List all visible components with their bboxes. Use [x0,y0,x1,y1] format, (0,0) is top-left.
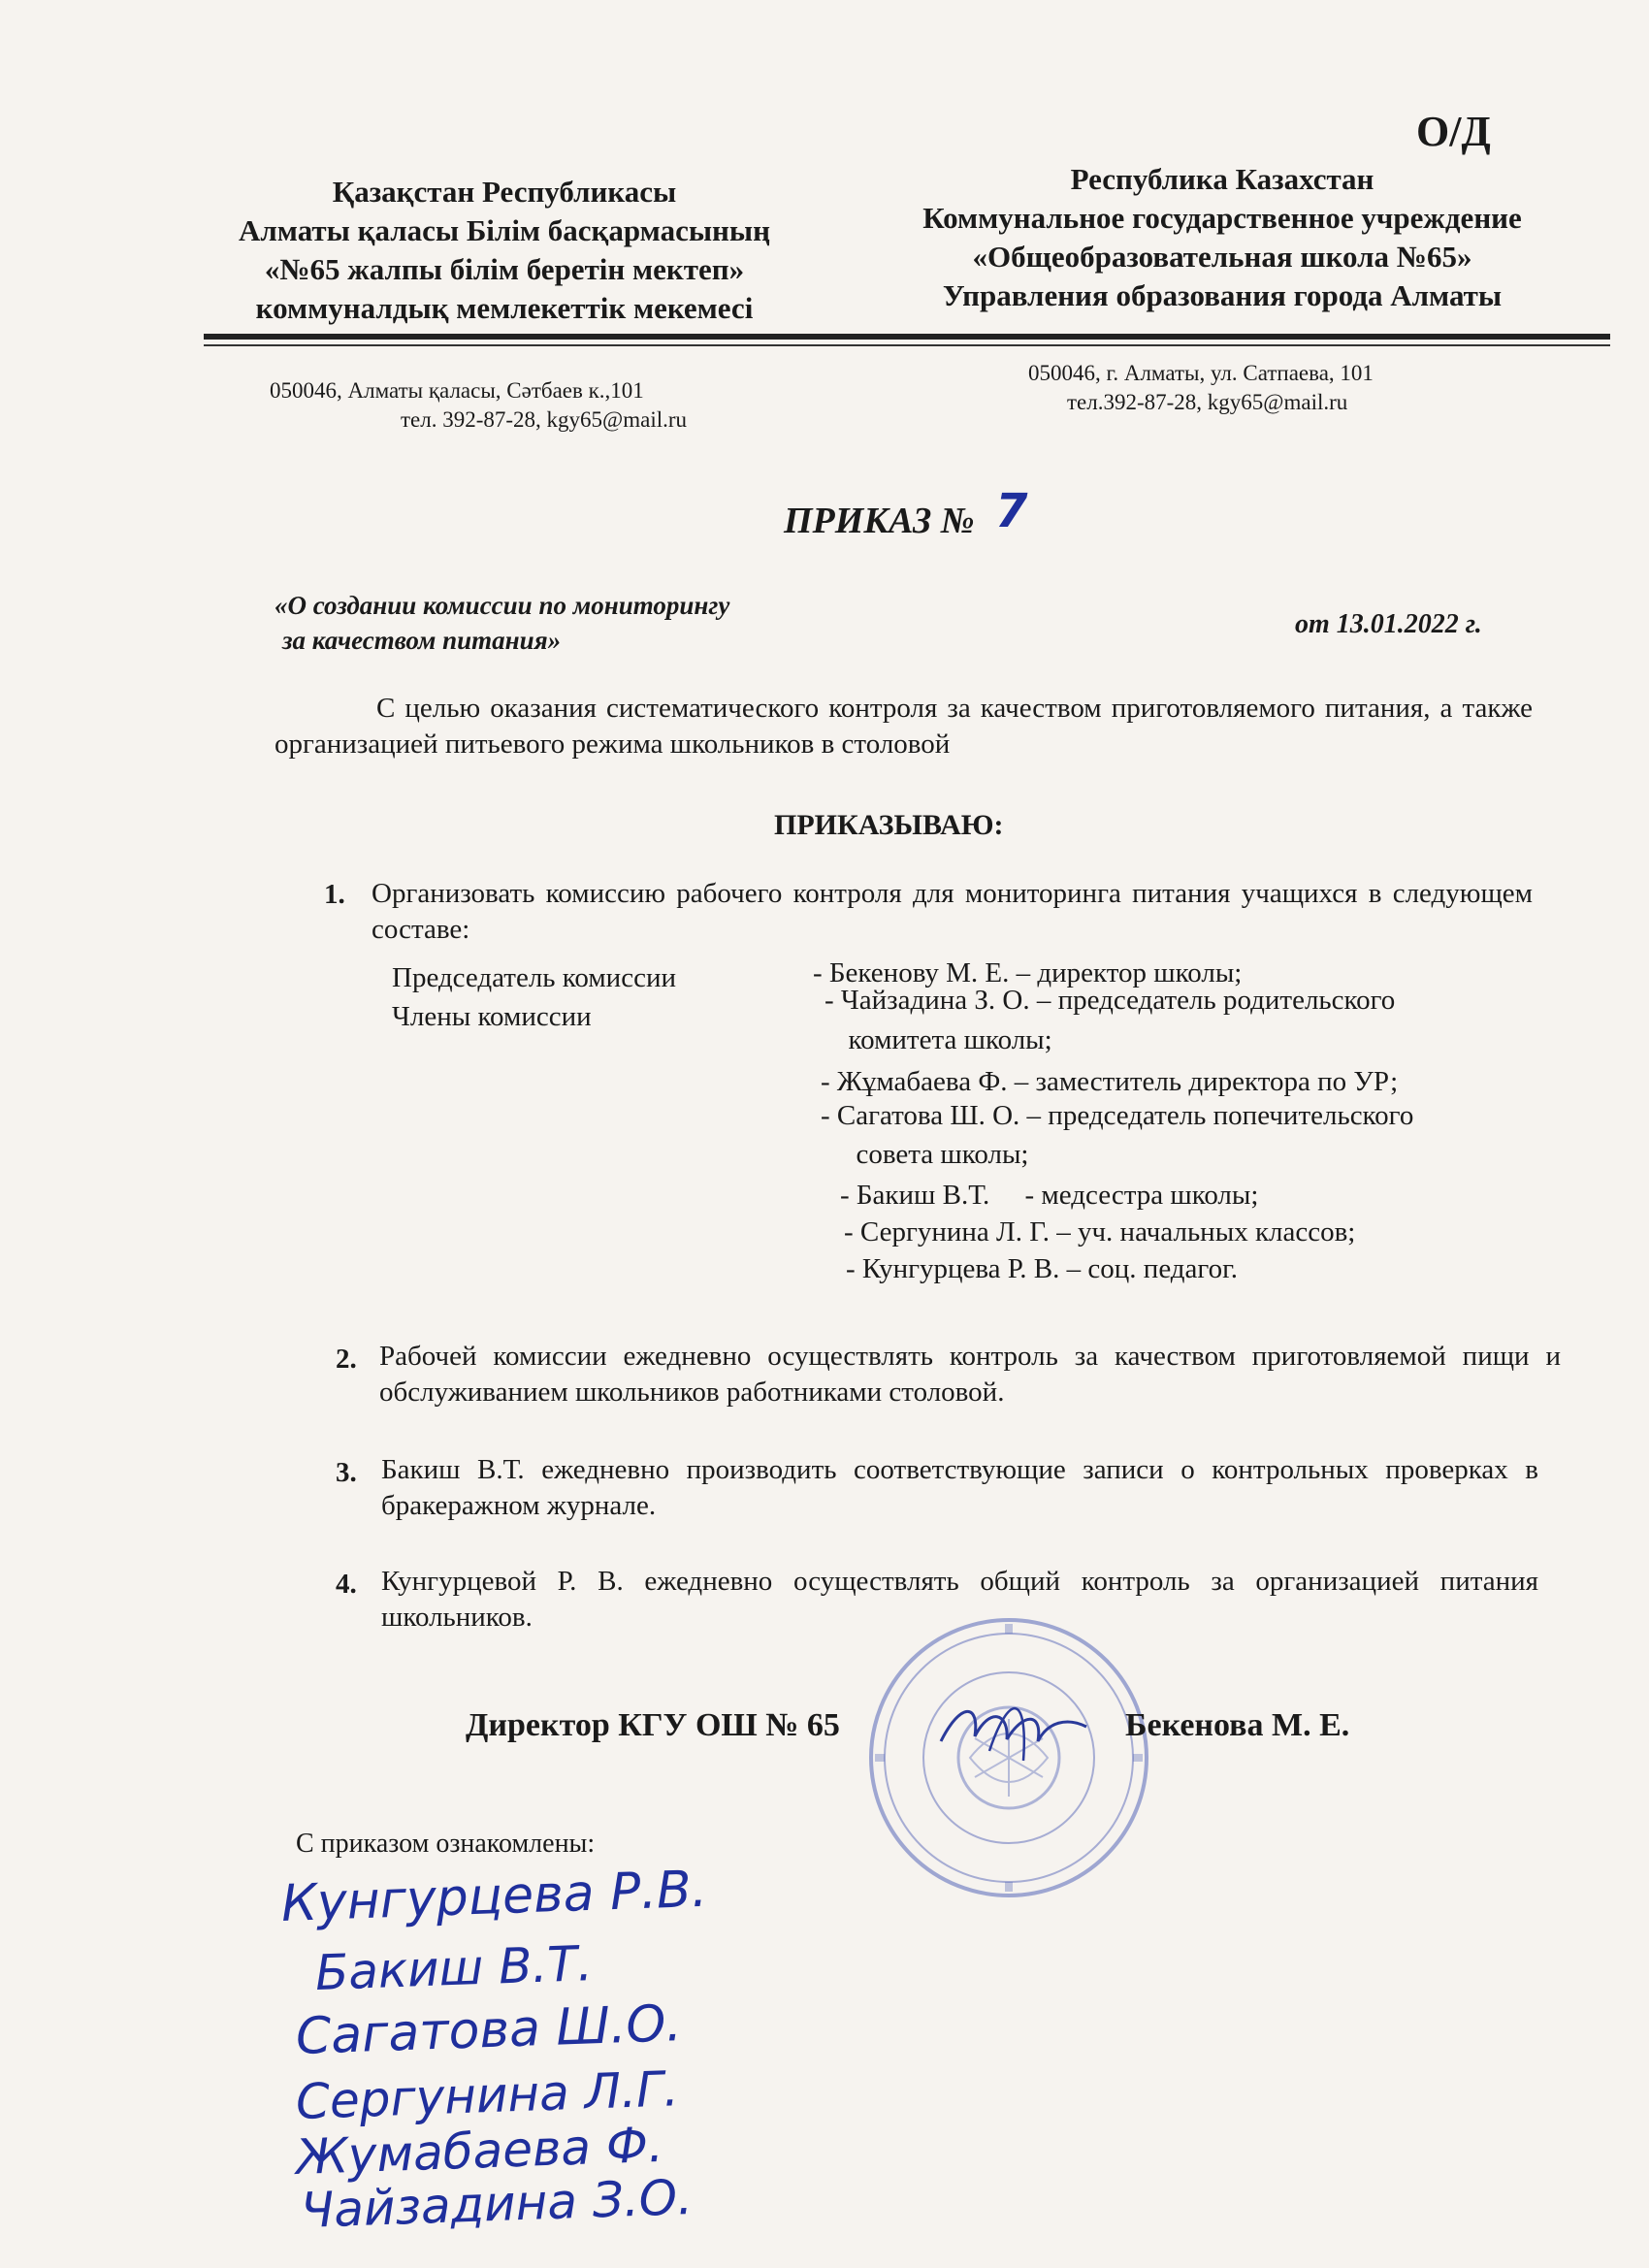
commission-member-line: комитета школы; [834,1024,1052,1055]
handwritten-signature: Бакиш В.Т. [313,1935,594,2001]
order-date: от 13.01.2022 г. [1295,609,1482,639]
order-title-text: ПРИКАЗ № [784,501,975,541]
header-kz-line: коммуналдық мемлекеттік мекемесі [255,291,754,325]
address-ru-line: тел.392-87-28, kgy65@mail.ru [1067,390,1348,414]
order-intro: С целью оказания систематического контроля за качеством приготовляемого питания, а также организацией питьевого режима школьников в столовой [275,693,1533,760]
order-subject-line: «О создании комиссии по мониторингу [275,591,730,620]
commission-members-label: Члены комиссии [392,1001,592,1032]
address-ru [1028,359,1455,417]
handwritten-signature: Кунгурцева Р.В. [279,1860,709,1933]
commission-chair-label: Председатель комиссии [392,962,676,993]
order-subject [275,588,729,658]
item-number: 4. [336,1569,357,1600]
signature-name: Бекенова М. Е. [1125,1707,1350,1743]
signature-position: Директор КГУ ОШ № 65 [466,1707,840,1743]
order-subject-line: за качеством питания» [282,626,562,655]
handwritten-signature: Чайзадина З.О. [299,2168,694,2239]
handwritten-signature: Сергунина Л.Г. [294,2060,680,2130]
item-text: Рабочей комиссии ежедневно осуществлять контроль за качеством приготовляемой пищи и обслуживанием школьников работниками столовой. [379,1341,1561,1408]
header-divider-thin [204,344,1610,346]
handwritten-signature: Жумабаева Ф. [294,2116,664,2186]
header-kz [213,173,795,328]
header-kz-line: «№65 жалпы білім беретін мектеп» [264,252,745,286]
header-ru-line: «Общеобразовательная школа №65» [972,240,1472,274]
item-text: Организовать комиссию рабочего контроля для мониторинга питания учащихся в следующем составе: [372,878,1533,945]
address-kz-line: тел. 392-87-28, kgy65@mail.ru [401,407,688,432]
doc-code: О/Д [1416,108,1491,155]
order-title [784,484,1028,544]
address-kz-line: 050046, Алматы қаласы, Сәтбаев к.,101 [270,378,644,403]
order-number-handwritten: 7 [995,484,1028,538]
handwritten-signature: Сагатова Ш.О. [294,1994,683,2066]
commission-member-line: - Бакиш В.Т. - медсестра школы; [840,1180,1259,1211]
acquainted-label: С приказом ознакомлены: [296,1829,596,1859]
address-ru-line: 050046, г. Алматы, ул. Сатпаева, 101 [1028,361,1374,385]
commission-member-line: - Сагатова Ш. О. – председатель попечительского [821,1100,1414,1131]
header-ru [883,160,1562,315]
address-kz [270,376,774,435]
commission-member-line: - Кунгурцева Р. В. – соц. педагог. [846,1253,1238,1284]
item-number: 3. [336,1457,357,1488]
order-command: ПРИКАЗЫВАЮ: [774,809,1004,841]
item-text: Бакиш В.Т. ежедневно производить соответствующие записи о контрольных проверках в бракеражном журнале. [381,1454,1538,1521]
director-signature [931,1683,1096,1770]
header-ru-line: Коммунальное государственное учреждение [922,201,1522,235]
header-kz-line: Алматы қаласы Білім басқармасының [239,213,770,247]
commission-member-line: - Сергунина Л. Г. – уч. начальных классов; [844,1216,1356,1247]
item-number: 1. [324,879,345,910]
item-text: Кунгурцевой Р. В. ежедневно осуществлять общий контроль за организацией питания школьников. [381,1566,1538,1633]
header-kz-line: Қазақстан Республикасы [332,175,677,209]
item-number: 2. [336,1344,357,1375]
header-ru-line: Республика Казахстан [1070,162,1374,196]
header-divider [204,334,1610,340]
commission-member-line: - Жұмабаева Ф. – заместитель директора по УР; [821,1066,1399,1097]
commission-member-line: - Бекенову М. Е. – директор школы; [813,957,1243,988]
header-ru-line: Управления образования города Алматы [942,278,1503,312]
commission-member-line: - Чайзадина З. О. – председатель родительского [824,985,1396,1016]
commission-member-line: совета школы; [842,1139,1029,1170]
